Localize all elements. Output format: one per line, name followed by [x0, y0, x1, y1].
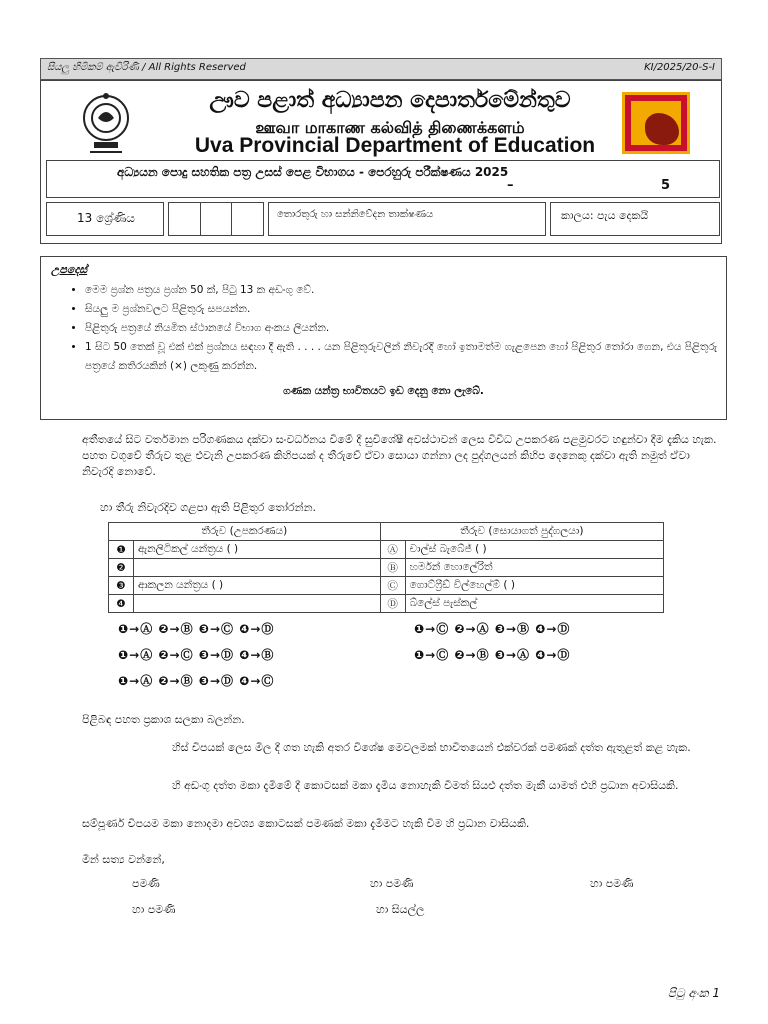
exam-line-box: [46, 160, 720, 198]
exam-name: අධ්‍යයන පොදු සහතික පත්‍ර උසස් පෙළ විභාගය - පෙරහුරු පරීක්ෂණය 2025: [117, 165, 509, 179]
q2-option-4[interactable]: හා පමණි: [132, 903, 176, 916]
instructions-title: උපදෙස්: [51, 263, 88, 276]
exam-dash: –: [507, 178, 514, 193]
table-row: [109, 559, 664, 577]
q2-statement-c: සම්පූර්ණ චිපයම මකා නොදමා අවශ්‍ය කොටසක් පමණක් මකා දැමීමට හැකි වීම හි ප්‍රධාන වාසියකි.: [82, 817, 530, 830]
copyright-strip: [40, 58, 722, 80]
row-letter: Ⓒ: [380, 577, 405, 595]
row-number: ❶: [109, 541, 134, 559]
answer-option-2[interactable]: ❶→Ⓒ ❷→Ⓐ ❸→Ⓑ ❹→Ⓓ: [414, 622, 571, 636]
person-cell: ගොට්ෆ්‍රීඩ් විල්හෙල්ම් ( ): [405, 577, 663, 595]
subject-code: 5: [661, 178, 671, 193]
table-row: [109, 595, 664, 613]
person-cell: හර්මන් හොලේරිත්: [405, 559, 663, 577]
instructions-box: [40, 256, 727, 420]
instruction-item: • මෙම ප්‍රශ්න පත්‍රය ප්‍රශ්න 50 ක්, පිටු 13 ක අඩංගු වේ.: [85, 281, 725, 300]
answer-option-4[interactable]: ❶→Ⓒ ❷→Ⓑ ❸→Ⓐ ❹→Ⓓ: [414, 648, 571, 662]
device-cell: ආකලන යන්ත්‍රය ( ): [134, 577, 381, 595]
copyright-text: සියලු හිමිකම් ඇවිරිණි / All Rights Reserved: [47, 62, 246, 73]
answer-option-3[interactable]: ❶→Ⓐ ❷→Ⓒ ❸→Ⓓ ❹→Ⓑ: [118, 648, 275, 662]
q2-statement-b: හි අඩංගු දත්ත මකා දැමීමේ දී කොටසක් මකා දැමිය නොහැකි වීමත් සියළු දත්ත මැකී යාමත් එහි ප්‍රධාන අවාසියකි.: [172, 779, 679, 792]
row-number: ❷: [109, 559, 134, 577]
page-number: පිටු අංක 1: [667, 986, 720, 1000]
instruction-item: • 1 සිට 50 තෙක් වූ එක් එක් ප්‍රශ්නය සඳහා දී ඇති . . . . යන පිළිතුරුවලින් නිවැරදි හෝ ඉතාමත්ම ගැළපෙන හෝ පිළිතුර තෝරා ගෙන, එය පිළිතුරු පත්‍රයේ කතිරයකින් (×) ලකුණු කරන්න.: [85, 338, 725, 376]
q2-option-3[interactable]: හා පමණි: [590, 877, 634, 890]
person-cell: චාල්ස් බැබේජ් ( ): [405, 541, 663, 559]
index-number-cells[interactable]: [168, 202, 264, 236]
instructions-list: [71, 281, 725, 376]
row-number: ❸: [109, 577, 134, 595]
row-letter: Ⓓ: [380, 595, 405, 613]
device-cell: [134, 559, 381, 577]
paper-code: KI/2025/20-S-I: [644, 62, 715, 73]
table-row: [109, 541, 664, 559]
instruction-item: • සියලු ම ප්‍රශ්නවලට පිළිතුරු සපයන්න.: [85, 300, 725, 319]
col-header-device: තීරුව (උපකරණය): [109, 523, 381, 541]
time-box: කාලය: පැය දෙකයි: [550, 202, 720, 236]
subject-box: තොරතුරු හා සන්නිවේදන තාක්ෂණය: [268, 202, 546, 236]
q2-intro: පිළිබඳ පහත ප්‍රකාශ සලකා බලන්න.: [82, 713, 245, 726]
calculator-note: ගණක යන්ත්‍ර භාවිතයට ඉඩ දෙනු නො ලැබේ.: [283, 385, 484, 397]
sri-lanka-emblem-icon: [80, 88, 132, 158]
device-cell: [134, 595, 381, 613]
matching-table: [108, 522, 664, 613]
q1-instruction: හා තීරු නිවැරදිව ගළපා ඇති පිළිතුර තෝරන්න.: [100, 501, 316, 514]
row-letter: Ⓑ: [380, 559, 405, 577]
title-english: Uva Provincial Department of Education: [194, 134, 596, 157]
q2-option-1[interactable]: පමණි: [132, 877, 160, 890]
person-cell: බ්ලේස් පැස්කල්: [405, 595, 663, 613]
q1-text: අතීතයේ සිට වර්තමාන පරිගණකය දක්වා සංවර්ධනය වීමේ දී සුවිශේෂී අවස්ථාවන් ලෙස විවිධ උපකරණ පළමුවරට හඳුන්වා දීම දැකිය හැක. පහත වගුවේ තීරුව තුළ එවැනි උපකරණ කිහිපයක් ද තීරුවේ ඒවා සොයා ගන්නා ලද පුද්ගලයන් කිහිප දෙනෙකු දක්වා ඇති නමුත් ඒවා නිවැරදි නොවේ.: [82, 433, 717, 478]
row-number: ❹: [109, 595, 134, 613]
table-row: [109, 577, 664, 595]
provincial-flag-icon: [622, 92, 690, 154]
answer-option-1[interactable]: ❶→Ⓐ ❷→Ⓑ ❸→Ⓒ ❹→Ⓓ: [118, 622, 275, 636]
grade-box: 13 ශ්‍රේණිය: [46, 202, 164, 236]
title-tamil: ஊவா மாகாண கல்வித் திணைக்களம்: [255, 118, 525, 137]
title-sinhala: ඌව පළාත් අධ්‍යාපන දෙපාර්තමේන්තුව: [209, 88, 571, 113]
q2-option-5[interactable]: හා සියල්ල: [376, 903, 425, 916]
q2-option-2[interactable]: හා පමණි: [370, 877, 414, 890]
answer-option-5[interactable]: ❶→Ⓐ ❷→Ⓑ ❸→Ⓓ ❹→Ⓒ: [118, 674, 275, 688]
row-letter: Ⓐ: [380, 541, 405, 559]
instruction-item: • පිළිතුරු පත්‍රයේ නියමිත ස්ථානයේ විභාග අංකය ලියන්න.: [85, 319, 725, 338]
q2-question: මින් සත්‍ය වන්නේ,: [82, 853, 165, 866]
device-cell: ඇනලිටිකල් යන්ත්‍රය ( ): [134, 541, 381, 559]
col-header-person: තීරුව (සොයාගත් පුද්ගලයා): [380, 523, 663, 541]
q2-statement-a: හිස් චිපයක් ලෙස මිල දී ගත හැකි අතර විශේෂ මෙවලමක් භාවිතයෙන් එක්වරක් පමණක් දත්ත ඇතුළත් කළ හැක.: [172, 741, 691, 754]
